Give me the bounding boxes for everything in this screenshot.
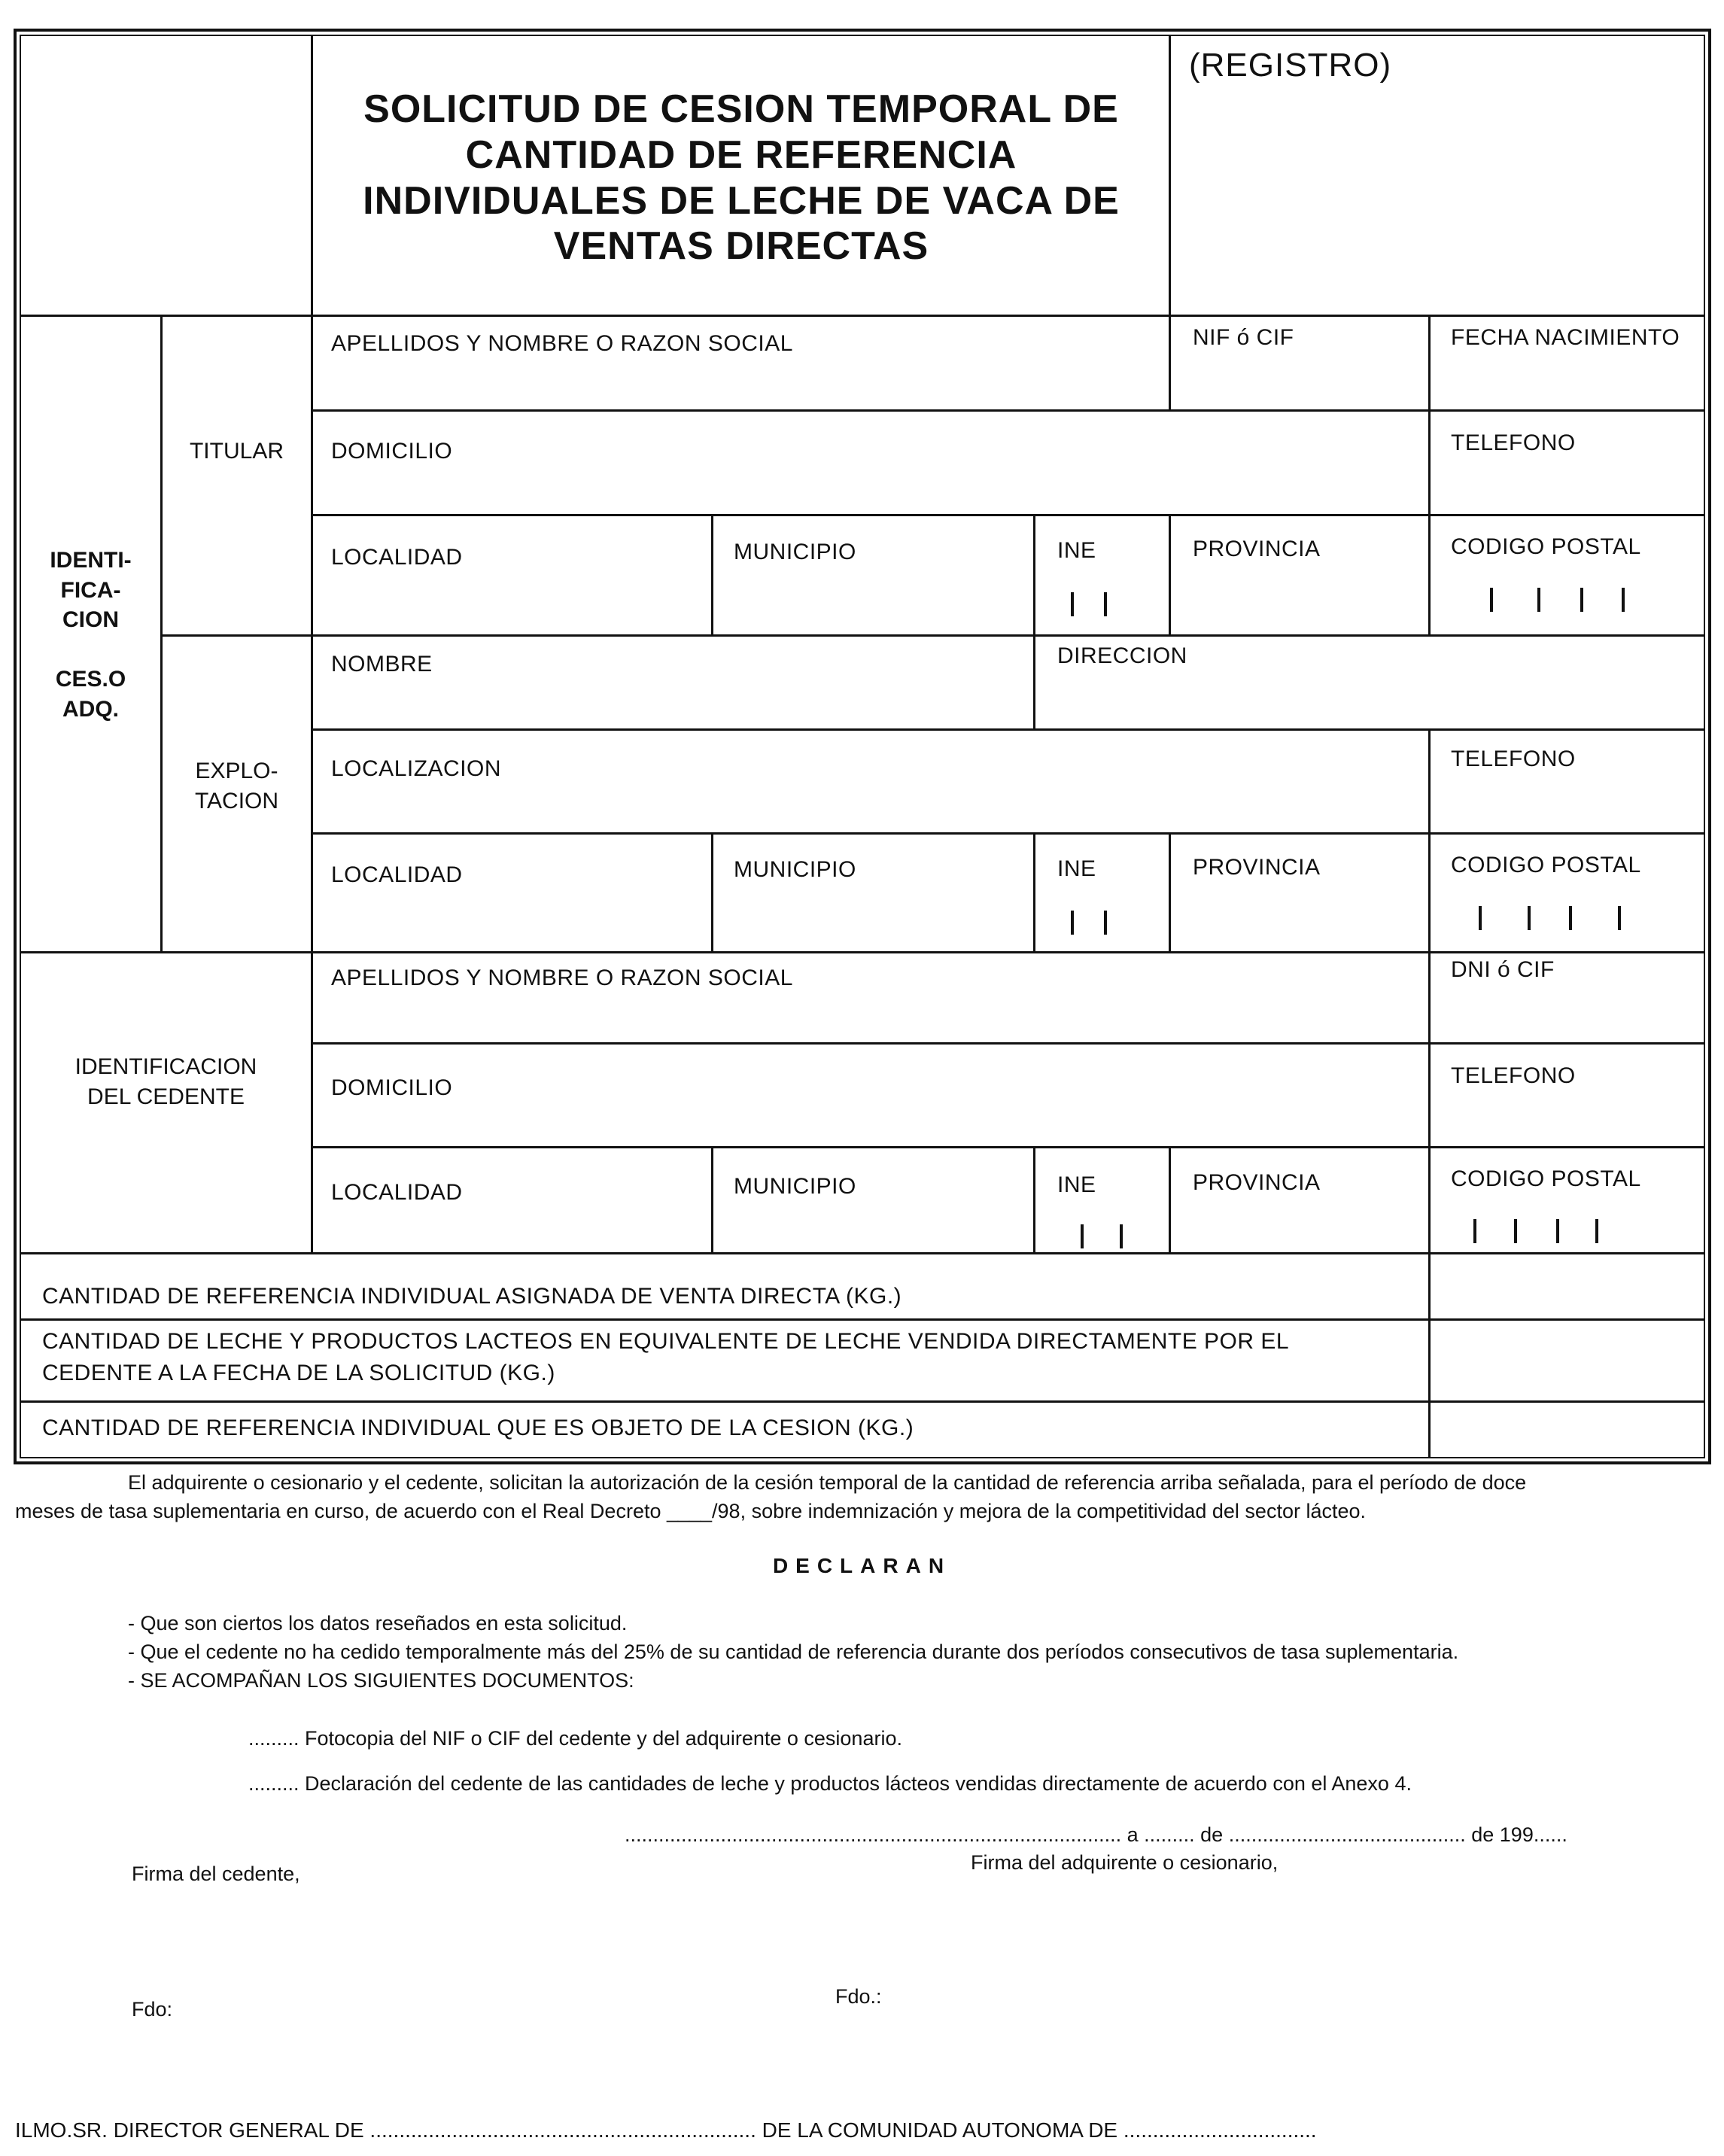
titular-domicilio-field[interactable]: DOMICILIO [331,439,453,464]
titular-nif-field[interactable]: NIF ó CIF [1193,325,1294,350]
cedente-telefono-field[interactable]: TELEFONO [1451,1063,1576,1088]
firma-cedente-label: Firma del cedente, [132,1863,300,1885]
explotacion-ine-field[interactable]: INE [1057,856,1096,881]
explotacion-localizacion-field[interactable]: LOCALIZACION [331,756,502,781]
titular-telefono-field[interactable]: TELEFONO [1451,430,1576,455]
cantidad-cesion-label: CANTIDAD DE REFERENCIA INDIVIDUAL QUE ES OBJETO DE LA CESION (KG.) [42,1416,914,1440]
document-item: ......... Fotocopia del NIF o CIF del cedente y del adquirente o cesionario. [248,1727,902,1750]
cedente-codigo-postal-field[interactable]: CODIGO POSTAL [1451,1166,1641,1191]
explotacion-nombre-field[interactable]: NOMBRE [331,652,433,677]
titular-localidad-field[interactable]: LOCALIDAD [331,545,463,570]
document-item: ......... Declaración del cedente de las cantidades de leche y productos lácteos vendidas directamente de acuerdo con el Anexo 4. [248,1772,1412,1795]
cedente-provincia-field[interactable]: PROVINCIA [1193,1170,1321,1195]
fdo-adquirente-label: Fdo.: [835,1985,882,2008]
intro-paragraph-line1: El adquirente o cesionario y el cedente, solicitan la autorización de la cesión temporal de la cantidad de referencia arriba señalada, para el período de doce [128,1471,1527,1494]
explotacion-localidad-field[interactable]: LOCALIDAD [331,862,463,887]
explotacion-telefono-field[interactable]: TELEFONO [1451,747,1576,771]
explotacion-direccion-field[interactable]: DIRECCION [1057,643,1187,668]
cantidad-vendida-input[interactable] [1431,1321,1704,1400]
identificacion-cedente-label: IDENTIFICACION DEL CEDENTE [74,1054,257,1109]
fdo-cedente-label: Fdo: [132,1998,173,2021]
cedente-domicilio-field[interactable]: DOMICILIO [331,1075,453,1100]
registro-label: (REGISTRO) [1189,47,1392,84]
firma-adquirente-label: Firma del adquirente o cesionario, [971,1851,1279,1874]
titular-label: TITULAR [189,439,284,464]
cantidad-asignada-input[interactable] [1431,1254,1704,1318]
explotacion-label: EXPLO- TACION [194,759,279,813]
titular-apellidos-field[interactable]: APELLIDOS Y NOMBRE O RAZON SOCIAL [331,331,793,356]
cedente-localidad-field[interactable]: LOCALIDAD [331,1180,463,1205]
cantidad-asignada-label: CANTIDAD DE REFERENCIA INDIVIDUAL ASIGNADA DE VENTA DIRECTA (KG.) [42,1284,902,1309]
cedente-dni-field[interactable]: DNI ó CIF [1451,957,1555,982]
identificacion-ces-adq-label: IDENTI- FICA- CION CES.O ADQ. [50,548,132,722]
cantidad-vendida-label-line2: CEDENTE A LA FECHA DE LA SOLICITUD (KG.) [42,1361,555,1385]
explotacion-municipio-field[interactable]: MUNICIPIO [734,857,856,882]
declaration-item: - Que son ciertos los datos reseñados en esta solicitud. [128,1612,628,1634]
declaration-item: - SE ACOMPAÑAN LOS SIGUIENTES DOCUMENTOS: [128,1669,634,1692]
cedente-apellidos-field[interactable]: APELLIDOS Y NOMBRE O RAZON SOCIAL [331,965,793,990]
footer-addressee: ILMO.SR. DIRECTOR GENERAL DE .................................................................. DE LA COMUNIDAD AUTONOMA DE ................................. [15,2118,1317,2142]
intro-paragraph-line2: meses de tasa suplementaria en curso, de acuerdo con el Real Decreto ____/98, sobre indemnización y mejora de la competitividad del sector lácteo. [15,1500,1366,1522]
titular-fecha-nacimiento-field[interactable]: FECHA NACIMIENTO [1451,325,1680,350]
explotacion-provincia-field[interactable]: PROVINCIA [1193,855,1321,880]
explotacion-codigo-postal-field[interactable]: CODIGO POSTAL [1451,853,1641,877]
cantidad-cesion-input[interactable] [1431,1403,1704,1457]
declaran-heading: DECLARAN [772,1554,952,1577]
cedente-ine-field[interactable]: INE [1057,1172,1096,1197]
declaration-item: - Que el cedente no ha cedido temporalmente más del 25% de su cantidad de referencia durante dos períodos consecutivos de tasa suplementaria. [128,1641,1459,1663]
titular-codigo-postal-field[interactable]: CODIGO POSTAL [1451,534,1641,559]
form-title: SOLICITUD DE CESION TEMPORAL DE CANTIDAD DE REFERENCIA INDIVIDUALES DE LECHE DE VACA DE VENTAS DIRECTAS [363,87,1120,269]
titular-municipio-field[interactable]: MUNICIPIO [734,540,856,564]
date-line[interactable]: ........................................................................................ a ......... de .......................................... de 199...... [625,1823,1567,1846]
cedente-municipio-field[interactable]: MUNICIPIO [734,1174,856,1199]
titular-provincia-field[interactable]: PROVINCIA [1193,537,1321,561]
cantidad-vendida-label-line1: CANTIDAD DE LECHE Y PRODUCTOS LACTEOS EN EQUIVALENTE DE LECHE VENDIDA DIRECTAMENTE POR EL [42,1329,1290,1354]
titular-ine-field[interactable]: INE [1057,538,1096,563]
